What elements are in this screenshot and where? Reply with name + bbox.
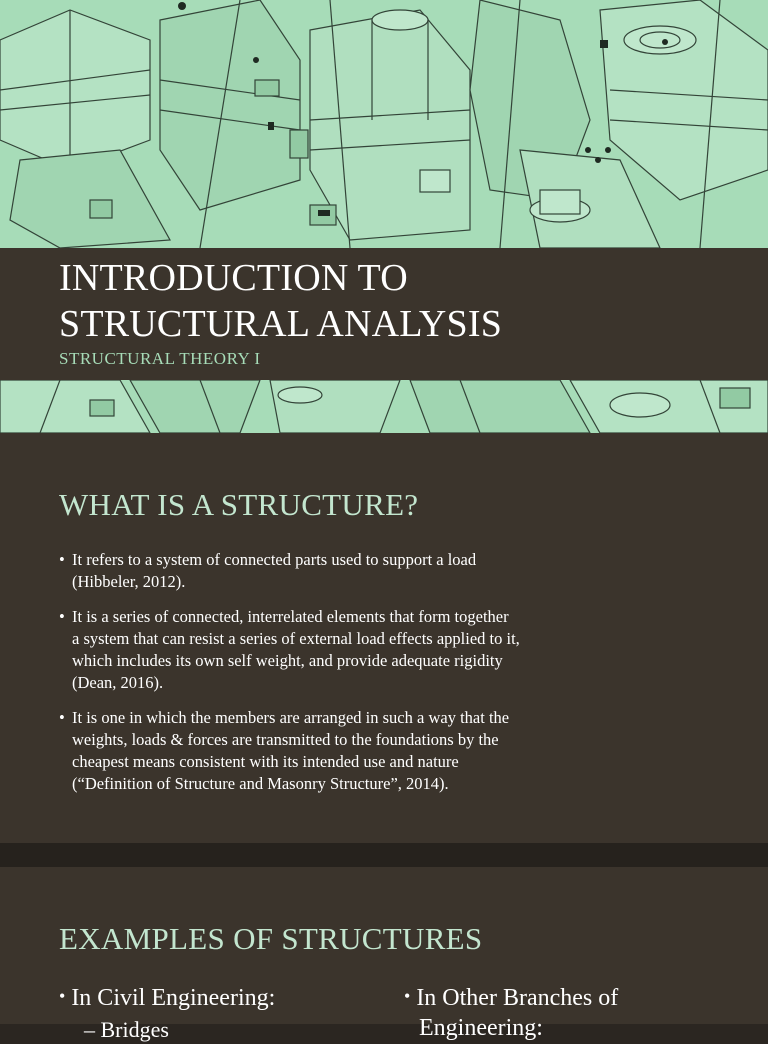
other-engineering-line-1: In Other Branches of [416,985,619,1011]
civil-engineering-bullet [59,981,275,1013]
definition-item [59,707,709,795]
definition-line: It is one in which the members are arranged in such a way that the [72,708,510,727]
definition-line: It is a series of connected, interrelated elements that form together [72,607,509,626]
definition-line: It refers to a system of connected parts used to support a load [72,550,477,569]
bullet-icon: • [59,986,66,1006]
examples-slide [0,867,768,1042]
civil-sub-item-label: Bridges [100,1017,169,1042]
definition-item [59,606,709,694]
presentation-title [59,255,502,347]
slide-heading: EXAMPLES OF STRUCTURES [59,921,483,956]
title-line-1: INTRODUCTION TO [59,257,408,299]
definition-line: (“Definition of Structure and Masonry Structure”, 2014). [72,774,449,793]
definition-line: weights, loads & forces are transmitted to the foundations by the [72,730,499,749]
other-engineering-bullet [404,981,618,1043]
definition-line: (Hibbeler, 2012). [72,572,186,591]
sub-item-dash: – [84,1017,101,1042]
bullet-icon: • [59,708,65,727]
civil-engineering-label: In Civil Engineering: [71,985,276,1011]
definition-item [59,549,709,593]
title-slide [0,0,768,433]
presentation-subtitle: STRUCTURAL THEORY I [59,349,261,368]
definition-line: cheapest means consistent with its intended use and nature [72,752,459,771]
definition-line: a system that can resist a series of external load effects applied to it, [72,629,520,648]
bullet-icon: • [404,986,411,1006]
other-engineering-line-2: Engineering: [419,1015,543,1041]
structure-definition-slide [0,433,768,843]
slide-heading: WHAT IS A STRUCTURE? [59,487,419,522]
bullet-icon: • [59,607,65,626]
bullet-icon: • [59,550,65,569]
title-line-2: STRUCTURAL ANALYSIS [59,303,503,345]
definition-line: which includes its own self weight, and provide adequate rigidity [72,651,503,670]
slide-separator [0,843,768,867]
definition-list [59,549,709,808]
civil-sub-item [84,1016,169,1044]
definition-line: (Dean, 2016). [72,673,164,692]
